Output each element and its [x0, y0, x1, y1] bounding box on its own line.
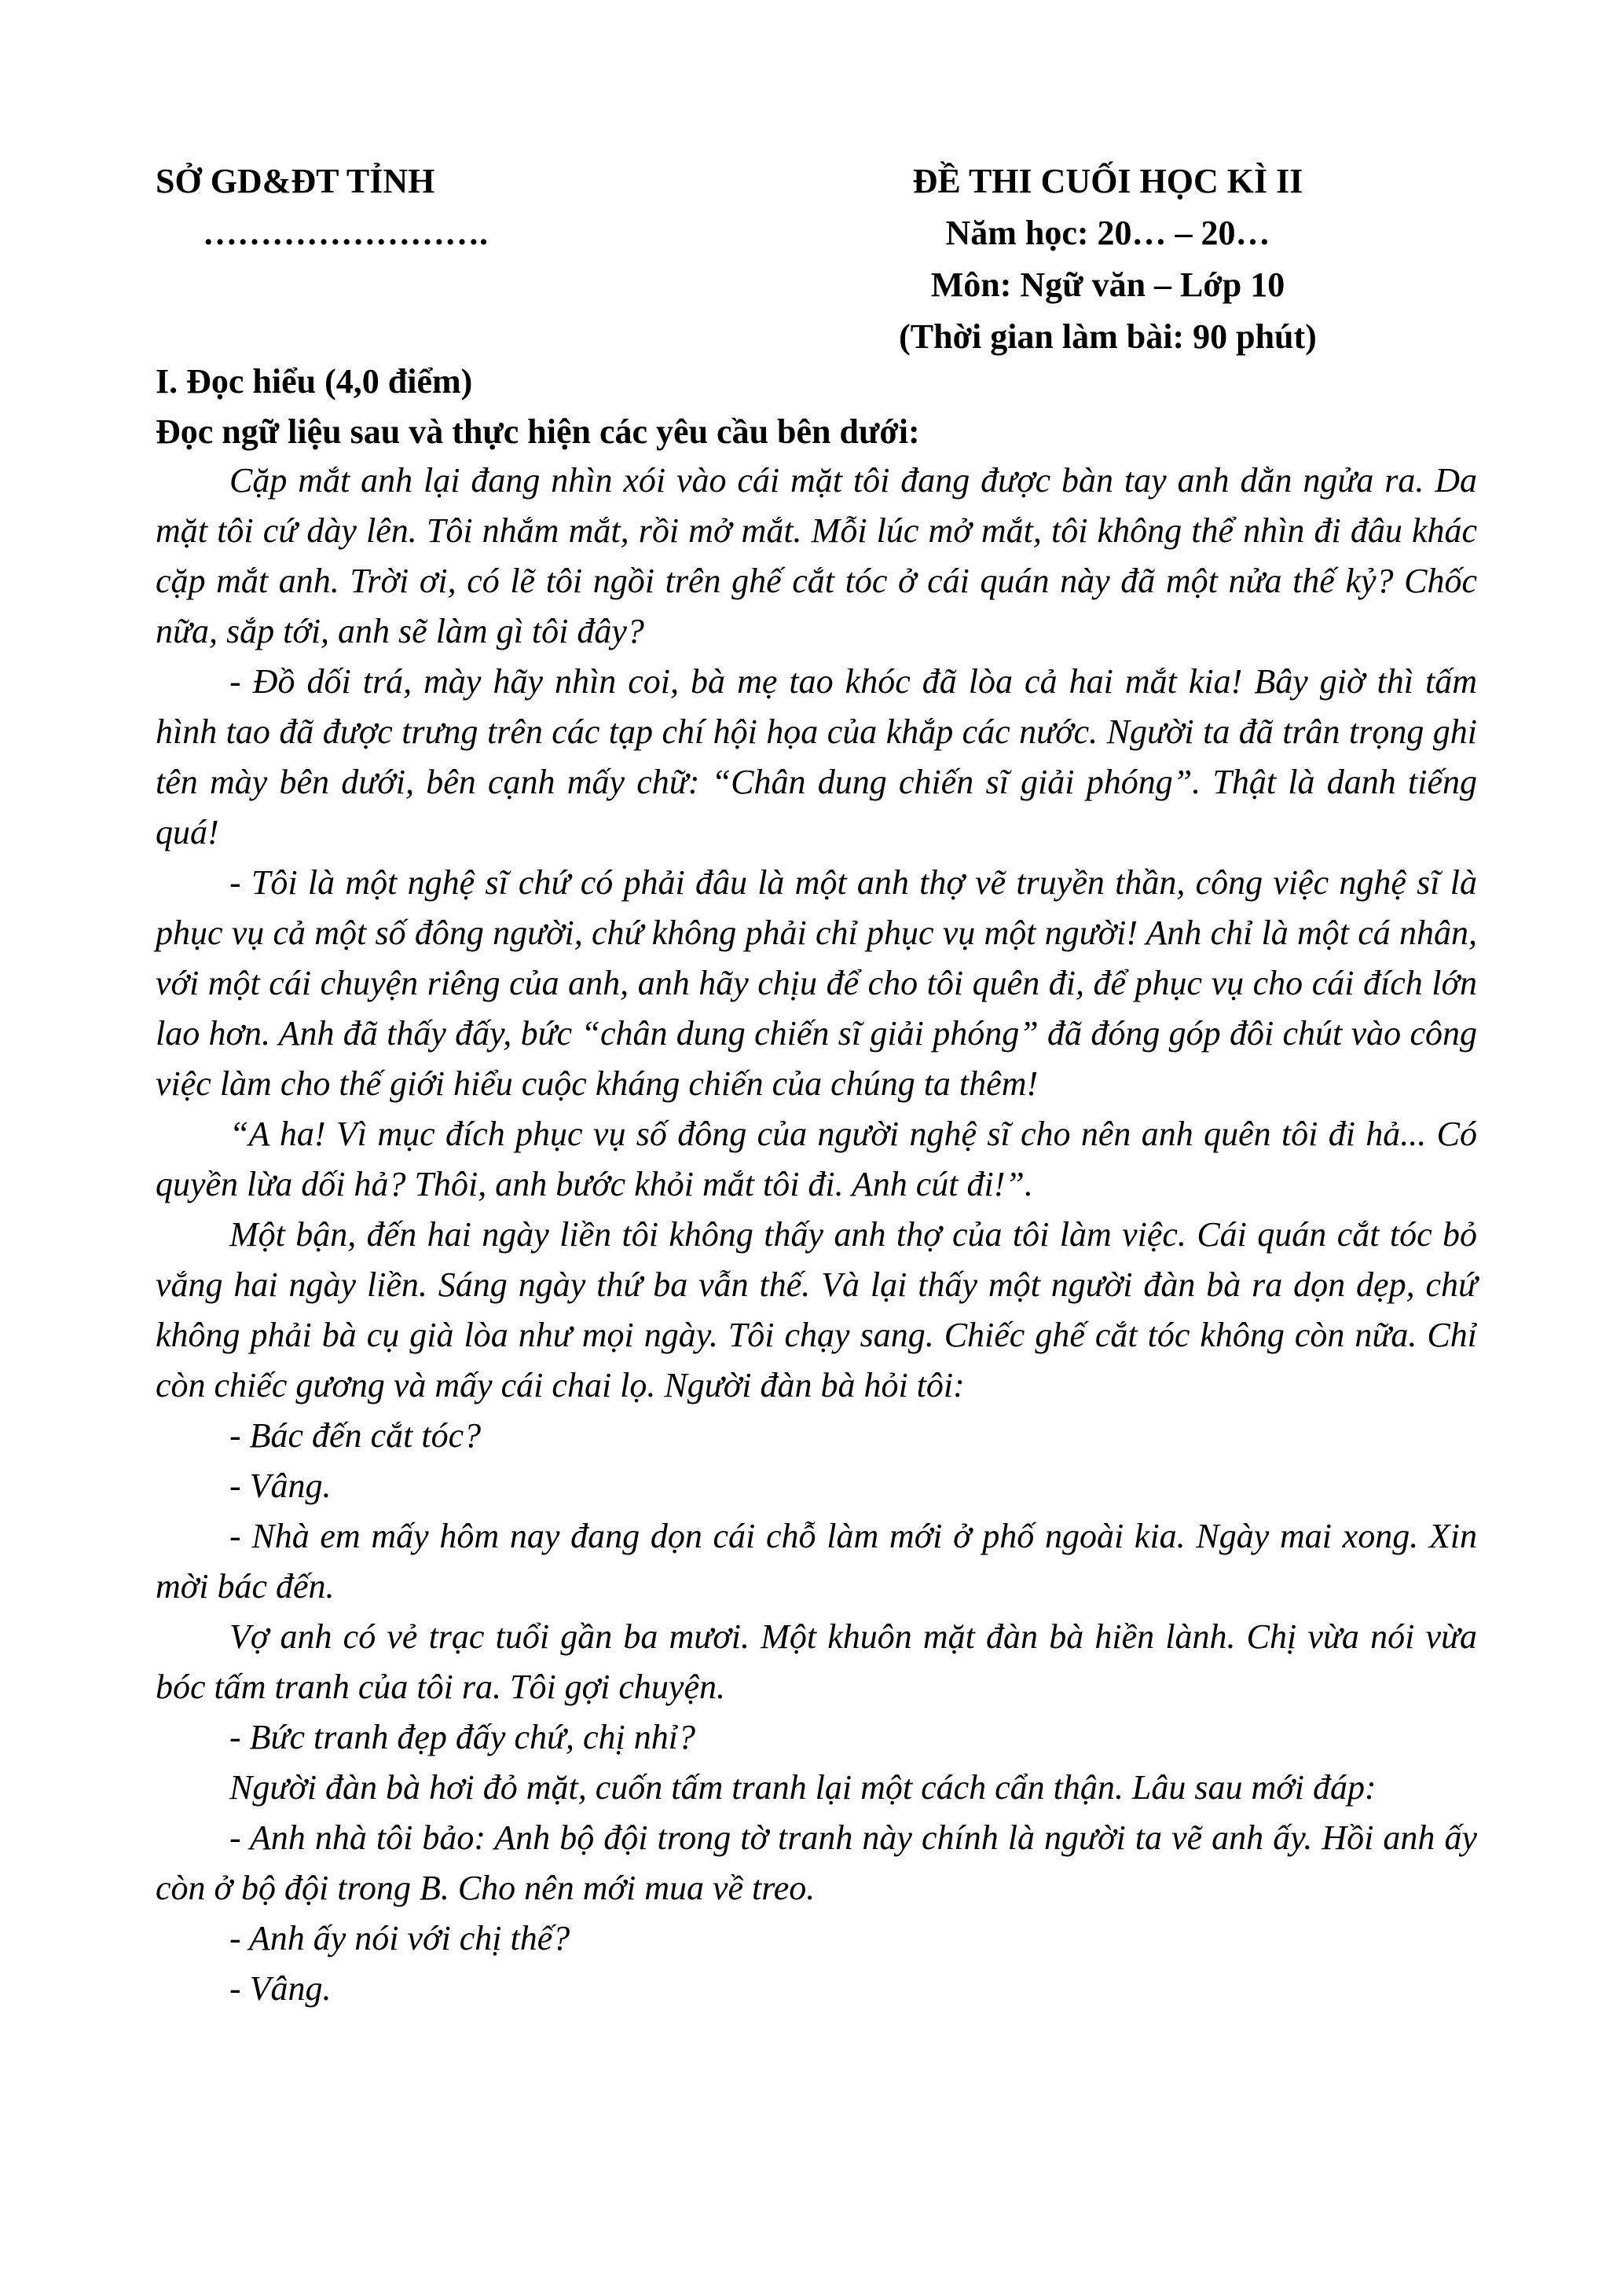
section-title: I. Đọc hiểu (4,0 điểm) [156, 362, 473, 401]
subject-grade: Môn: Ngữ văn – Lớp 10 [930, 265, 1285, 304]
passage-paragraph: - Vâng. [229, 1969, 332, 2008]
passage-paragraph: - Nhà em mấy hôm nay đang dọn cái chỗ làm mới ở phố ngoài kia. Ngày mai xong. Xin mời bác đến. [156, 1517, 1477, 1606]
passage-paragraph: - Bác đến cắt tóc? [229, 1416, 482, 1455]
passage-paragraph: Một bận, đến hai ngày liền tôi không thấy anh thợ của tôi làm việc. Cái quán cắt tóc bỏ vắng hai ngày liền. Sáng ngày thứ ba vẫn thế. Và lại thấy một người đàn bà ra dọn dẹp, chứ không phải bà cụ già lòa như mọi ngày. Tôi chạy sang. Chiếc ghế cắt tóc không còn nữa. Chỉ còn chiếc gương và mấy cái chai lọ. Người đàn bà hỏi tôi: [156, 1215, 1477, 1404]
passage-paragraph: Vợ anh có vẻ trạc tuổi gần ba mươi. Một khuôn mặt đàn bà hiền lành. Chị vừa nói vừa bóc tấm tranh của tôi ra. Tôi gợi chuyện. [156, 1617, 1477, 1706]
passage-paragraph: - Anh nhà tôi bảo: Anh bộ đội trong tờ tranh này chính là người ta vẽ anh ấy. Hồi anh ấy còn ở bộ đội trong B. Cho nên mới mua về treo. [156, 1818, 1477, 1907]
reading-passage [156, 456, 1477, 2014]
passage-paragraph: - Bức tranh đẹp đấy chứ, chị nhỉ? [229, 1718, 695, 1756]
passage-paragraph: Người đàn bà hơi đỏ mặt, cuốn tấm tranh lại một cách cẩn thận. Lâu sau mới đáp: [229, 1768, 1377, 1807]
passage-paragraph: - Đồ dối trá, mày hãy nhìn coi, bà mẹ tao khóc đã lòa cả hai mắt kia! Bây giờ thì tấm hình tao đã được trưng trên các tạp chí hội họa của khắp các nước. Người ta đã trân trọng ghi tên mày bên dưới, bên cạnh mấy chữ: “Chân dung chiến sĩ giải phóng”. Thật là danh tiếng quá! [156, 662, 1477, 851]
passage-paragraph: Cặp mắt anh lại đang nhìn xói vào cái mặt tôi đang được bàn tay anh dằn ngửa ra. Da mặt tôi cứ dày lên. Tôi nhắm mắt, rồi mở mắt. Mỗi lúc mở mắt, tôi không thể nhìn đi đâu khác cặp mắt anh. Trời ơi, có lẽ tôi ngồi trên ghế cắt tóc ở cái quán này đã một nửa thế kỷ? Chốc nữa, sắp tới, anh sẽ làm gì tôi đây? [156, 461, 1477, 650]
passage-paragraph: “A ha! Vì mục đích phục vụ số đông của người nghệ sĩ cho nên anh quên tôi đi hả... Có quyền lừa dối hả? Thôi, anh bước khỏi mắt tôi đi. Anh cút đi!”. [156, 1115, 1477, 1203]
reading-section [156, 357, 1477, 457]
passage-paragraph: - Vâng. [229, 1467, 332, 1505]
exam-title: ĐỀ THI CUỐI HỌC KÌ II [912, 162, 1303, 200]
department-name: SỞ GD&ĐT TỈNH [156, 162, 435, 200]
section-instruction: Đọc ngữ liệu sau và thực hiện các yêu cầu bên dưới: [156, 412, 920, 451]
passage-paragraph: - Anh ấy nói với chị thế? [229, 1919, 570, 1957]
school-year: Năm học: 20… – 20… [945, 214, 1270, 252]
passage-paragraph: - Tôi là một nghệ sĩ chứ có phải đâu là một anh thợ vẽ truyền thần, công việc nghệ sĩ là phục vụ cả một số đông người, chứ không phải chỉ phục vụ một người! Anh chỉ là một cá nhân, với một cái chuyện riêng của anh, anh hãy chịu để cho tôi quên đi, để phục vụ cho cái đích lớn lao hơn. Anh đã thấy đấy, bức “chân dung chiến sĩ giải phóng” đã đóng góp đôi chút vào công việc làm cho thế giới hiểu cuộc kháng chiến của chúng ta thêm! [156, 863, 1477, 1103]
header-right [786, 156, 1430, 363]
header-left [156, 156, 627, 259]
exam-duration: (Thời gian làm bài: 90 phút) [899, 317, 1317, 356]
province-placeholder: ……………………. [203, 214, 488, 252]
